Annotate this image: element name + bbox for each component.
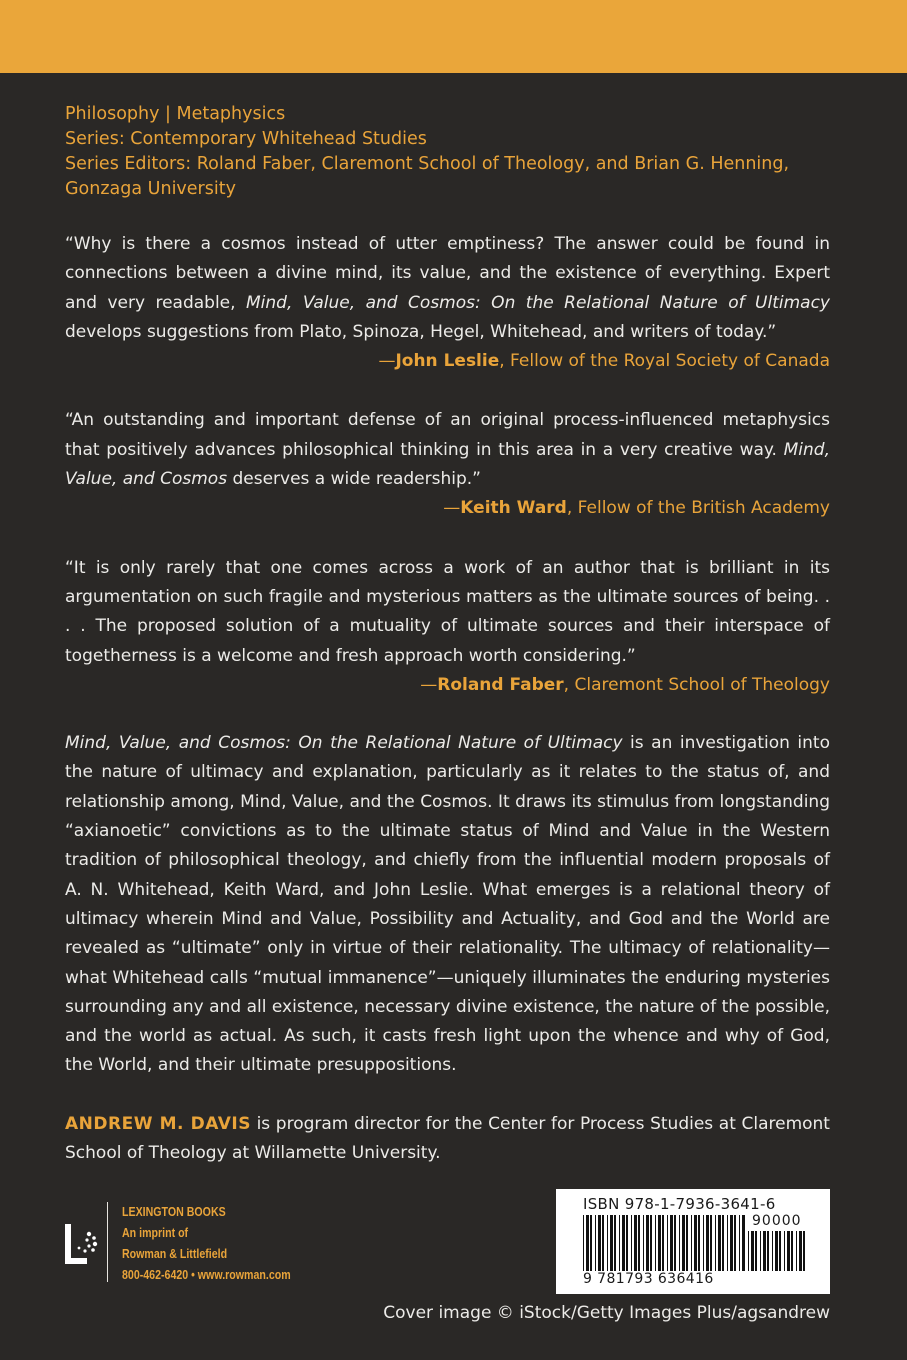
- barcode-bar: [670, 1215, 673, 1271]
- barcode-bar: [787, 1231, 790, 1271]
- barcode-bar: [619, 1215, 620, 1271]
- barcode-bar: [607, 1215, 608, 1271]
- barcode-bar: [772, 1231, 773, 1271]
- barcode-bar: [634, 1215, 637, 1271]
- barcode-bar: [662, 1215, 664, 1271]
- endorsement-attribution: —Roland Faber, Claremont School of Theology: [420, 674, 830, 695]
- barcode-bar: [796, 1231, 797, 1271]
- barcode-bar: [734, 1215, 736, 1271]
- barcode-bar: [614, 1215, 616, 1271]
- barcode-bar: [658, 1215, 661, 1271]
- publisher-text: [122, 1202, 343, 1286]
- top-accent-band: [0, 0, 907, 73]
- endorser-name: Roland Faber: [437, 674, 564, 695]
- barcode-bar: [598, 1215, 601, 1271]
- barcode-bar: [803, 1231, 805, 1271]
- price-code: 90000: [752, 1213, 802, 1229]
- category-line: Philosophy | Metaphysics: [65, 104, 286, 124]
- endorsement-leslie: “Why is there a cosmos instead of utter emptiness? The answer could be found in connections between a divine mind, its value, and the existence of everything. Expert and very readable, Mind, Value, and Cosmos: On the Relational Nature of Ultimacy develops suggestions from Plato, Spinoza, Hegel, Whitehead, and writers of today.”: [65, 234, 830, 342]
- barcode-bar: [722, 1215, 724, 1271]
- barcode-bar: [763, 1231, 766, 1271]
- barcode-bar: [583, 1215, 584, 1271]
- barcode-bar: [595, 1215, 596, 1271]
- author-bio: ANDREW M. DAVIS is program director for the Center for Process Studies at Claremont School of Theology at Willamette University.: [65, 1113, 830, 1164]
- barcode-bar: [674, 1215, 676, 1271]
- barcode-bar: [667, 1215, 668, 1271]
- barcode-bar: [730, 1215, 733, 1271]
- publisher-imprint: An imprint of: [122, 1226, 189, 1240]
- barcode-bar: [622, 1215, 625, 1271]
- barcode-bar: [643, 1215, 644, 1271]
- barcode-bar: [682, 1215, 685, 1271]
- cover-copy: [65, 230, 830, 1168]
- barcode-bar: [715, 1215, 716, 1271]
- barcode-bar: [631, 1215, 632, 1271]
- barcode-bar: [691, 1215, 692, 1271]
- barcode-bar: [784, 1231, 785, 1271]
- barcode-bar: [755, 1231, 757, 1271]
- series-line: Series: Contemporary Whitehead Studies: [65, 129, 427, 149]
- barcode-bar: [767, 1231, 769, 1271]
- barcode-bar: [739, 1215, 740, 1271]
- barcode-bar: [710, 1215, 712, 1271]
- barcode-digits: 9 781793 636416: [583, 1271, 714, 1287]
- barcode-bar: [718, 1215, 721, 1271]
- book-metadata: [65, 102, 845, 202]
- barcode-bar: [698, 1215, 700, 1271]
- endorsement-ward: “An outstanding and important defense of an original process-influenced metaphysics that positively advances philosophical thinking in this area in a very creative way. Mind, Value, and Cosmos deserves a wide readership.” —Keith Ward, Fellow of the British Academy: [65, 406, 830, 494]
- barcode-bar: [638, 1215, 640, 1271]
- isbn-label: ISBN 978-1-7936-3641-6: [583, 1195, 776, 1213]
- publisher-name: LEXINGTON BOOKS: [122, 1205, 226, 1219]
- barcode-bar: [727, 1215, 728, 1271]
- barcode-bar: [679, 1215, 680, 1271]
- book-description: Mind, Value, and Cosmos: On the Relational Nature of Ultimacy is an investigation into the nature of ultimacy and explanation, particularly as it relates to the status of, and relationship among, Mind, Value, and the Cosmos. It draws its stimulus from longstanding “axianoetic” convictions as to the ultimate status of Mind and Value in the Western tradition of philosophical theology, and chiefly from the influential modern proposals of A. N. Whitehead, Keith Ward, and John Leslie. What emerges is a relational theory of ultimacy wherein Mind and Value, Possibility and Actuality, and God and the World are revealed as “ultimate” only in virtue of their relationality. The ultimacy of relationality—what Whitehead calls “mutual immanence”—uniquely illuminates the enduring mysteries surrounding any and all existence, necessary divine existence, the nature of the possible, and the world as actual. As such, it casts fresh light upon the whence and why of God, the World, and their ultimate presuppositions.: [65, 733, 830, 1076]
- book-title: Mind, Value, and Cosmos: [65, 439, 830, 490]
- endorser-name: John Leslie: [395, 351, 500, 372]
- barcode-bar: [791, 1231, 793, 1271]
- author-name: ANDREW M. DAVIS: [65, 1113, 251, 1134]
- isbn-barcode: [556, 1189, 830, 1294]
- lexington-logo-icon: [65, 1224, 99, 1264]
- barcode-bar: [799, 1231, 802, 1271]
- endorsement-attribution: —John Leslie, Fellow of the Royal Society of Canada: [378, 351, 830, 372]
- barcode-bars: [583, 1215, 747, 1271]
- barcode-bar: [602, 1215, 604, 1271]
- endorsement-faber: “It is only rarely that one comes across a work of an author that is brilliant in its argumentation on such fragile and mysterious matters as the ultimate sources of being. . . . The proposed solution of a mutuality of ultimate sources and their interspace of togetherness is a welcome and fresh approach worth considering.” —Roland Faber, Claremont School of Theology: [65, 554, 830, 671]
- barcode-bar: [742, 1215, 745, 1271]
- endorsement-attribution: —Keith Ward, Fellow of the British Academy: [443, 498, 830, 519]
- barcode-bar: [703, 1215, 704, 1271]
- publisher-contact: 800-462-6420 • www.rowman.com: [122, 1268, 291, 1282]
- cover-image-credit: Cover image © iStock/Getty Images Plus/agsandrew: [383, 1303, 830, 1323]
- editors-line: Series Editors: Roland Faber, Claremont School of Theology, and Brian G. Henning,: [65, 154, 790, 174]
- barcode-bar: [586, 1215, 589, 1271]
- barcode-bar: [779, 1231, 781, 1271]
- publisher-parent: Rowman & Littlefield: [122, 1247, 228, 1261]
- barcode-bar: [610, 1215, 613, 1271]
- publisher-divider: [107, 1202, 108, 1282]
- endorser-name: Keith Ward: [460, 498, 567, 519]
- barcode-bar: [646, 1215, 649, 1271]
- barcode-bar: [590, 1215, 592, 1271]
- barcode-bar: [760, 1231, 761, 1271]
- book-title: Mind, Value, and Cosmos: On the Relational Nature of Ultimacy: [65, 733, 623, 754]
- barcode-bar: [751, 1231, 754, 1271]
- barcode-bar: [748, 1231, 749, 1271]
- barcode-addon-bars: [748, 1231, 810, 1271]
- book-title: Mind, Value, and Cosmos: On the Relational Nature of Ultimacy: [246, 292, 830, 313]
- barcode-bar: [686, 1215, 688, 1271]
- barcode-bar: [775, 1231, 778, 1271]
- barcode-bar: [694, 1215, 697, 1271]
- barcode-bar: [626, 1215, 628, 1271]
- barcode-bar: [655, 1215, 656, 1271]
- editors-line-2: Gonzaga University: [65, 179, 236, 199]
- barcode-bar: [650, 1215, 652, 1271]
- barcode-bar: [706, 1215, 709, 1271]
